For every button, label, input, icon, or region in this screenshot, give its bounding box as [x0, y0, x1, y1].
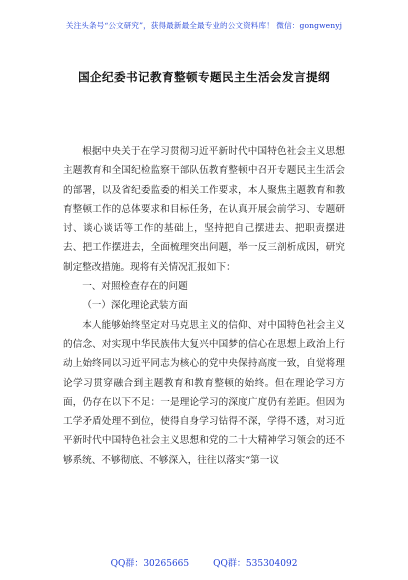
footer-qq-group-1: QQ群：30265665	[110, 559, 190, 569]
header-notice: 关注头条号“公文研究”，获得最新最全最专业的公文资料库！ 微信：gongwenyj	[65, 21, 343, 30]
footer-qq-group-2: QQ群：535304092	[213, 559, 298, 569]
document-body	[63, 142, 345, 470]
subsection-heading: （一）深化理论武装方面	[82, 300, 188, 312]
intro-paragraph: 根据中央关于在学习贯彻习近平新时代中国特色社会主义思想主题教育和全国纪检监察干部队伍教育整顿中召开专题民主生活会的部署，以及省纪委监委的相关工作要求，本人聚焦主题教育和教育整顿工作的总体要求和目标任务，在认真开展会前学习、专题研讨、谈心谈话等工作的基础上，坚持把自己摆进去、把职责摆进去、把工作摆进去，全面梳理突出问题，举一反三剖析成因，研究制定整改措施。现将有关情况汇报如下：	[63, 146, 345, 273]
body-paragraph: 本人能够始终坚定对马克思主义的信仰、对中国特色社会主义的信念、对实现中华民族伟大复兴中国梦的信心在思想上政治上行动上始终同以习近平同志为核心的党中央保持高度一致，自觉将理论学习贯穿融合到主题教育和教育整顿的始终。但在理论学习方面，仍存在以下不足：一是理论学习的深度广度仍有差距。但因为工学矛盾处理不到位，使得自身学习钻得不深，学得不透，对习近平新时代中国特色社会主义思想和党的二十大精神学习领会的还不够系统、不够彻底、不够深入，往往以落实“第一议	[63, 319, 345, 466]
section-heading: 一、对照检查存在的问题	[82, 281, 188, 293]
footer-banner	[0, 556, 408, 572]
header-banner	[0, 0, 408, 52]
document-title: 国企纪委书记教育整顿专题民主生活会发言提纲	[78, 70, 330, 84]
